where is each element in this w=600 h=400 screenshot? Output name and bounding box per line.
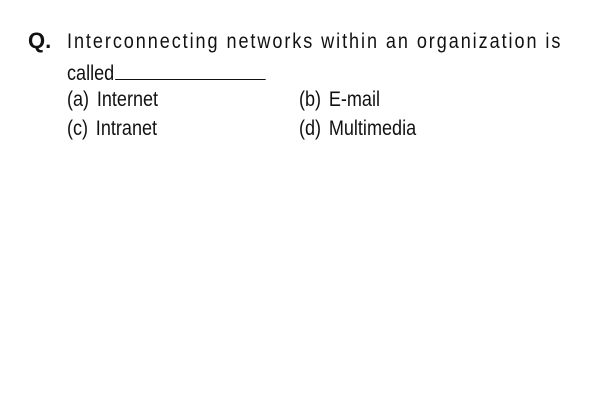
question-line-2-text: called bbox=[67, 62, 115, 85]
option-b-letter: (b) bbox=[299, 88, 322, 111]
question-line-2 bbox=[67, 57, 583, 89]
option-d-letter: (d) bbox=[299, 117, 322, 140]
question-text bbox=[67, 27, 583, 89]
option-c-letter: (c) bbox=[67, 117, 89, 140]
option-c-text: Intranet bbox=[95, 117, 158, 140]
option-b bbox=[299, 86, 380, 114]
option-b-text: E-mail bbox=[328, 88, 381, 111]
option-a-letter: (a) bbox=[67, 88, 90, 111]
question-line-1: Interconnecting networks within an organization is bbox=[67, 30, 563, 53]
option-a bbox=[67, 86, 158, 114]
answer-blank bbox=[115, 57, 265, 80]
option-d bbox=[299, 115, 416, 143]
option-c bbox=[67, 115, 157, 143]
option-d-text: Multimedia bbox=[328, 117, 417, 140]
question-marker: Q. bbox=[28, 28, 52, 53]
option-a-text: Internet bbox=[96, 88, 159, 111]
